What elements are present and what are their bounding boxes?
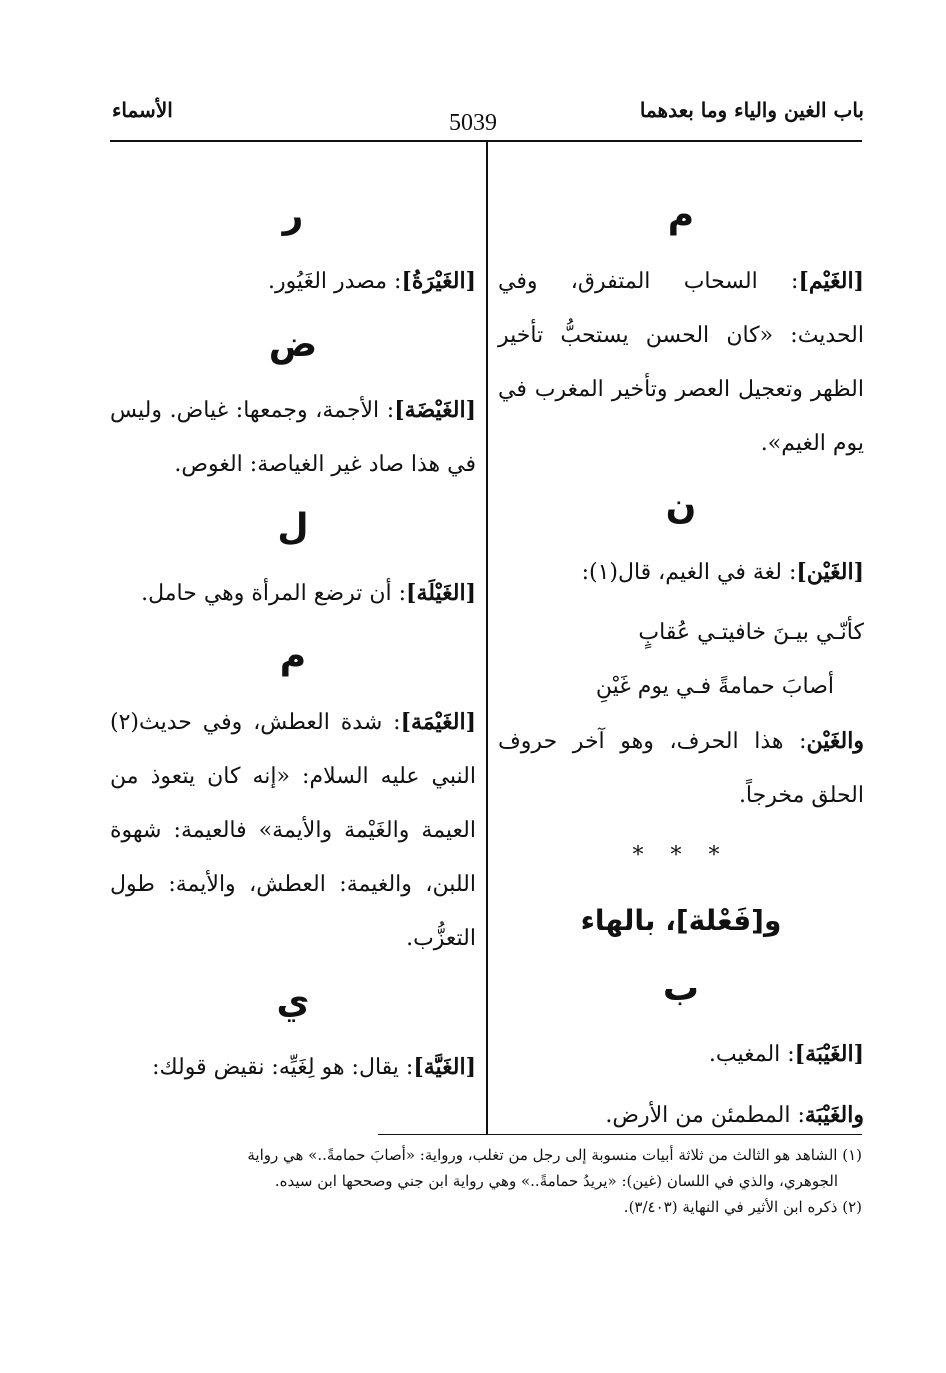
headword: [الغَيْرَةُ] — [401, 268, 476, 294]
headword: [الغَيْلَة] — [406, 580, 476, 606]
letter-heading: ي — [276, 981, 310, 1022]
dictionary-entry — [110, 695, 476, 966]
dictionary-entry — [498, 545, 864, 600]
entry-text: : المطمئن من الأرض. — [605, 1103, 805, 1128]
section-separator: * * * — [632, 843, 730, 868]
entry-text: : مصدر الغَيُور. — [267, 269, 402, 294]
footnote-1: (١) الشاهد هو الثالث من ثلاثة أبيات منسوبة إلى رجل من تغلب، ورواية: «أصابَ حمامةً..» هي رواية — [247, 1146, 862, 1164]
right-column — [498, 180, 864, 1149]
entry-text: : شدة العطش، وفي حديث(٢) النبي عليه السلام: «إنه كان يتعوذ من العيمة والغَيْمة والأيمة» فالعيمة: شهوة اللبن، والغيمة: العطش، والأيمة: طول التعزُّب. — [110, 710, 476, 951]
letter-heading: ب — [662, 968, 700, 1009]
headword: [الغَيْم] — [798, 268, 864, 294]
page-number: 5039 — [449, 110, 497, 136]
headword: [الغَيْن] — [796, 559, 864, 585]
section-heading: و[فَعْلة]، بالهاء — [580, 904, 782, 937]
headword: والغَيْن — [806, 728, 864, 754]
letter-heading: ل — [277, 507, 309, 548]
headword: [الغَيْمَة] — [400, 709, 476, 735]
dictionary-entry — [498, 714, 864, 823]
left-column — [110, 180, 476, 1101]
entry-text: : أن ترضع المرأة وهي حامل. — [141, 581, 407, 606]
letter-heading: م — [667, 195, 695, 236]
poetry-line: كأنّـي بيـنَ خافيتـي عُقابٍ — [638, 620, 864, 645]
entry-text: : هذا الحرف، وهو آخر حروف الحلق مخرجاً. — [498, 729, 864, 808]
running-header-chapter: باب الغين والياء وما بعدهما — [639, 98, 864, 122]
column-divider — [486, 142, 488, 1134]
dictionary-entry — [110, 566, 476, 621]
footnote-rule — [378, 1134, 862, 1135]
headword: [الغَيْبَة] — [794, 1041, 864, 1067]
entry-text: : يقال: هو لِغَيِّه: نقيض قولك: — [152, 1055, 414, 1080]
dictionary-entry — [110, 254, 476, 309]
letter-heading: ض — [268, 324, 318, 365]
dictionary-entry — [498, 254, 864, 471]
entry-text: : المغيب. — [708, 1042, 795, 1067]
dictionary-entry — [110, 383, 476, 492]
entry-text: : الأجمة، وجمعها: غياض. وليس في هذا صاد غير الغياصة: الغوص. — [110, 398, 476, 477]
letter-heading: ن — [665, 486, 697, 527]
running-header-section: الأسماء — [112, 98, 173, 122]
footnote-2: (٢) ذكره ابن الأثير في النهاية (٣/٤٠٣). — [623, 1198, 862, 1216]
entry-text: : السحاب المتفرق، وفي الحديث: «كان الحسن يستحبُّ تأخير الظهر وتعجيل العصر وتأخير المغرب في يوم الغيم». — [498, 269, 864, 456]
footnotes — [110, 1142, 862, 1220]
poetry-line: أصابَ حمامةً فـي يوم غَيْنِ — [595, 674, 834, 699]
footnote-1-continued: الجوهري، والذي في اللسان (غين): «يريدُ حمامةً..» وهي رواية ابن جني وصححها ابن سيده. — [274, 1172, 838, 1190]
headword: والغَيْبَة — [804, 1102, 864, 1128]
entry-text: : لغة في الغيم، قال(١): — [581, 560, 797, 585]
dictionary-entry — [498, 1027, 864, 1082]
headword: [الغَيَّة] — [413, 1054, 476, 1080]
letter-heading: ر — [282, 195, 304, 236]
letter-heading: م — [279, 636, 307, 677]
headword: [الغَيْضَة] — [394, 397, 476, 423]
dictionary-entry — [110, 1040, 476, 1095]
